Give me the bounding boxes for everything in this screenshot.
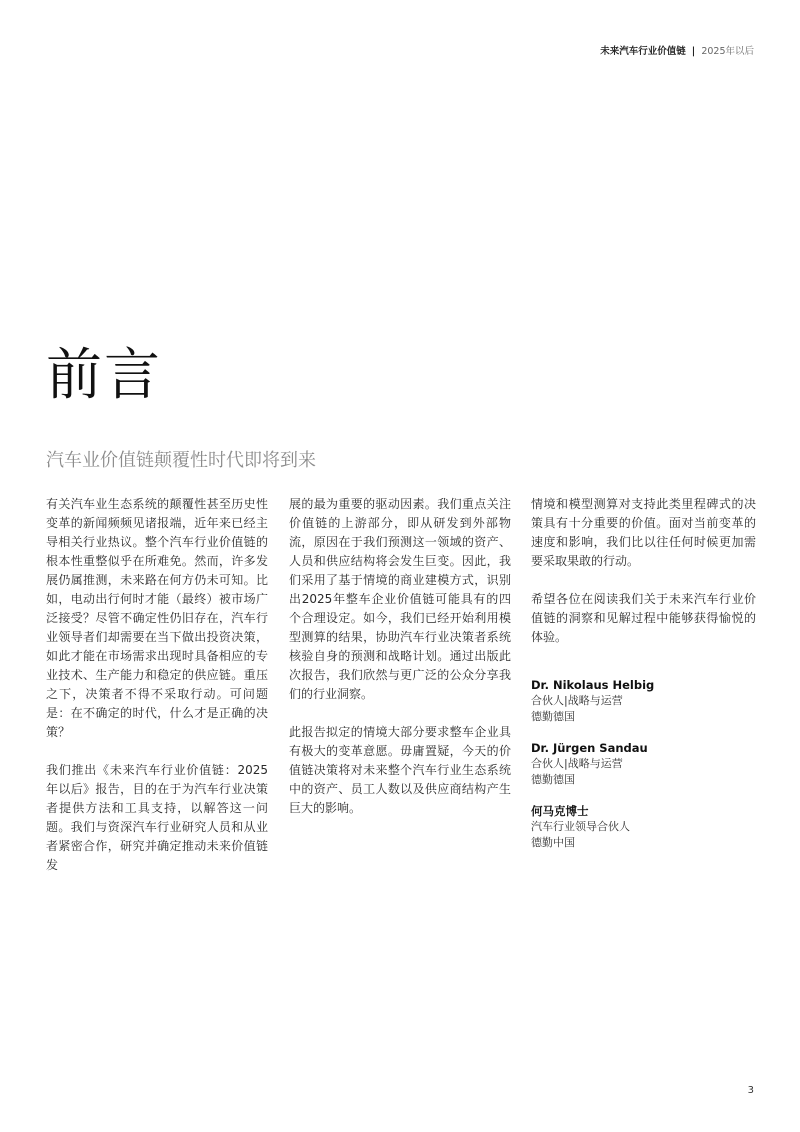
- paragraph: 展的最为重要的驱动因素。我们重点关注价值链的上游部分，即从研发到外部物流，原因在于我们预测这一领域的资产、人员和供应结构将会发生巨变。因此，我们采用了基于情境的商业建模方式，识别出2025年整车企业价值链可能具有的四个合理设定。如今，我们已经开始利用模型测算的结果，协助汽车行业决策者系统核验自身的预测和战略计划。通过出版此次报告，我们欣然与更广泛的公众分享我们的行业洞察。: [289, 497, 511, 701]
- signatory: [531, 677, 756, 725]
- signatory-name: Dr. Jürgen Sandau: [531, 741, 648, 755]
- text-column-1: [46, 495, 268, 894]
- signatory-role: 汽车行业领导合伙人: [531, 820, 630, 833]
- header-separator: |: [691, 46, 696, 57]
- signatory-name: Dr. Nikolaus Helbig: [531, 678, 655, 692]
- paragraph: 此报告拟定的情境大部分要求整车企业具有极大的变革意愿。毋庸置疑，今天的价值链决策将对未来整个汽车行业生态系统中的资产、员工人数以及供应商结构产生巨大的影响。: [289, 725, 511, 815]
- running-header: [600, 43, 754, 57]
- paragraph: 希望各位在阅读我们关于未来汽车行业价值链的洞察和见解过程中能够获得愉悦的体验。: [531, 592, 756, 644]
- paragraph: 我们推出《未来汽车行业价值链：2025年以后》报告，目的在于为汽车行业决策者提供方法和工具支持，以解答这一问题。我们与资深汽车行业研究人员和从业者紧密合作，研究并确定推动未来价值链发: [46, 763, 268, 872]
- signatory-name: 何马克博士: [531, 804, 589, 818]
- signatory: [531, 740, 756, 788]
- signatory-org: 德勤德国: [531, 710, 575, 723]
- paragraph: 情境和模型测算对支持此类里程碑式的决策具有十分重要的价值。面对当前变革的速度和影响，我们比以往任何时候更加需要采取果敢的行动。: [531, 497, 756, 568]
- header-title: 未来汽车行业价值链: [600, 46, 686, 57]
- signatory-org: 德勤德国: [531, 773, 575, 786]
- text-column-2: [289, 495, 511, 837]
- page-subtitle: 汽车业价值链颠覆性时代即将到来: [46, 450, 316, 471]
- text-column-3: [531, 495, 756, 866]
- page-title: 前言: [46, 343, 162, 408]
- paragraph: 有关汽车业生态系统的颠覆性甚至历史性变革的新闻频频见诸报端，近年来已经主导相关行业热议。整个汽车行业价值链的根本性重整似乎在所难免。然而，许多发展仍属推测，未来路在何方仍未可知。比如，电动出行何时才能（最终）被市场广泛接受？尽管不确定性仍旧存在，汽车行业领导者们却需要在当下做出投资决策，如此才能在市场需求出现时具备相应的专业技术、生产能力和稳定的供应链。重压之下，决策者不得不采取行动。可问题是：在不确定的时代，什么才是正确的决策？: [46, 497, 268, 739]
- signatory: [531, 803, 756, 851]
- signatory-role: 合伙人|战略与运营: [531, 757, 623, 770]
- header-subtitle: 2025年以后: [701, 46, 754, 57]
- signature-block: [531, 677, 756, 851]
- page-number: 3: [747, 1085, 754, 1096]
- signatory-role: 合伙人|战略与运营: [531, 694, 623, 707]
- signatory-org: 德勤中国: [531, 836, 575, 849]
